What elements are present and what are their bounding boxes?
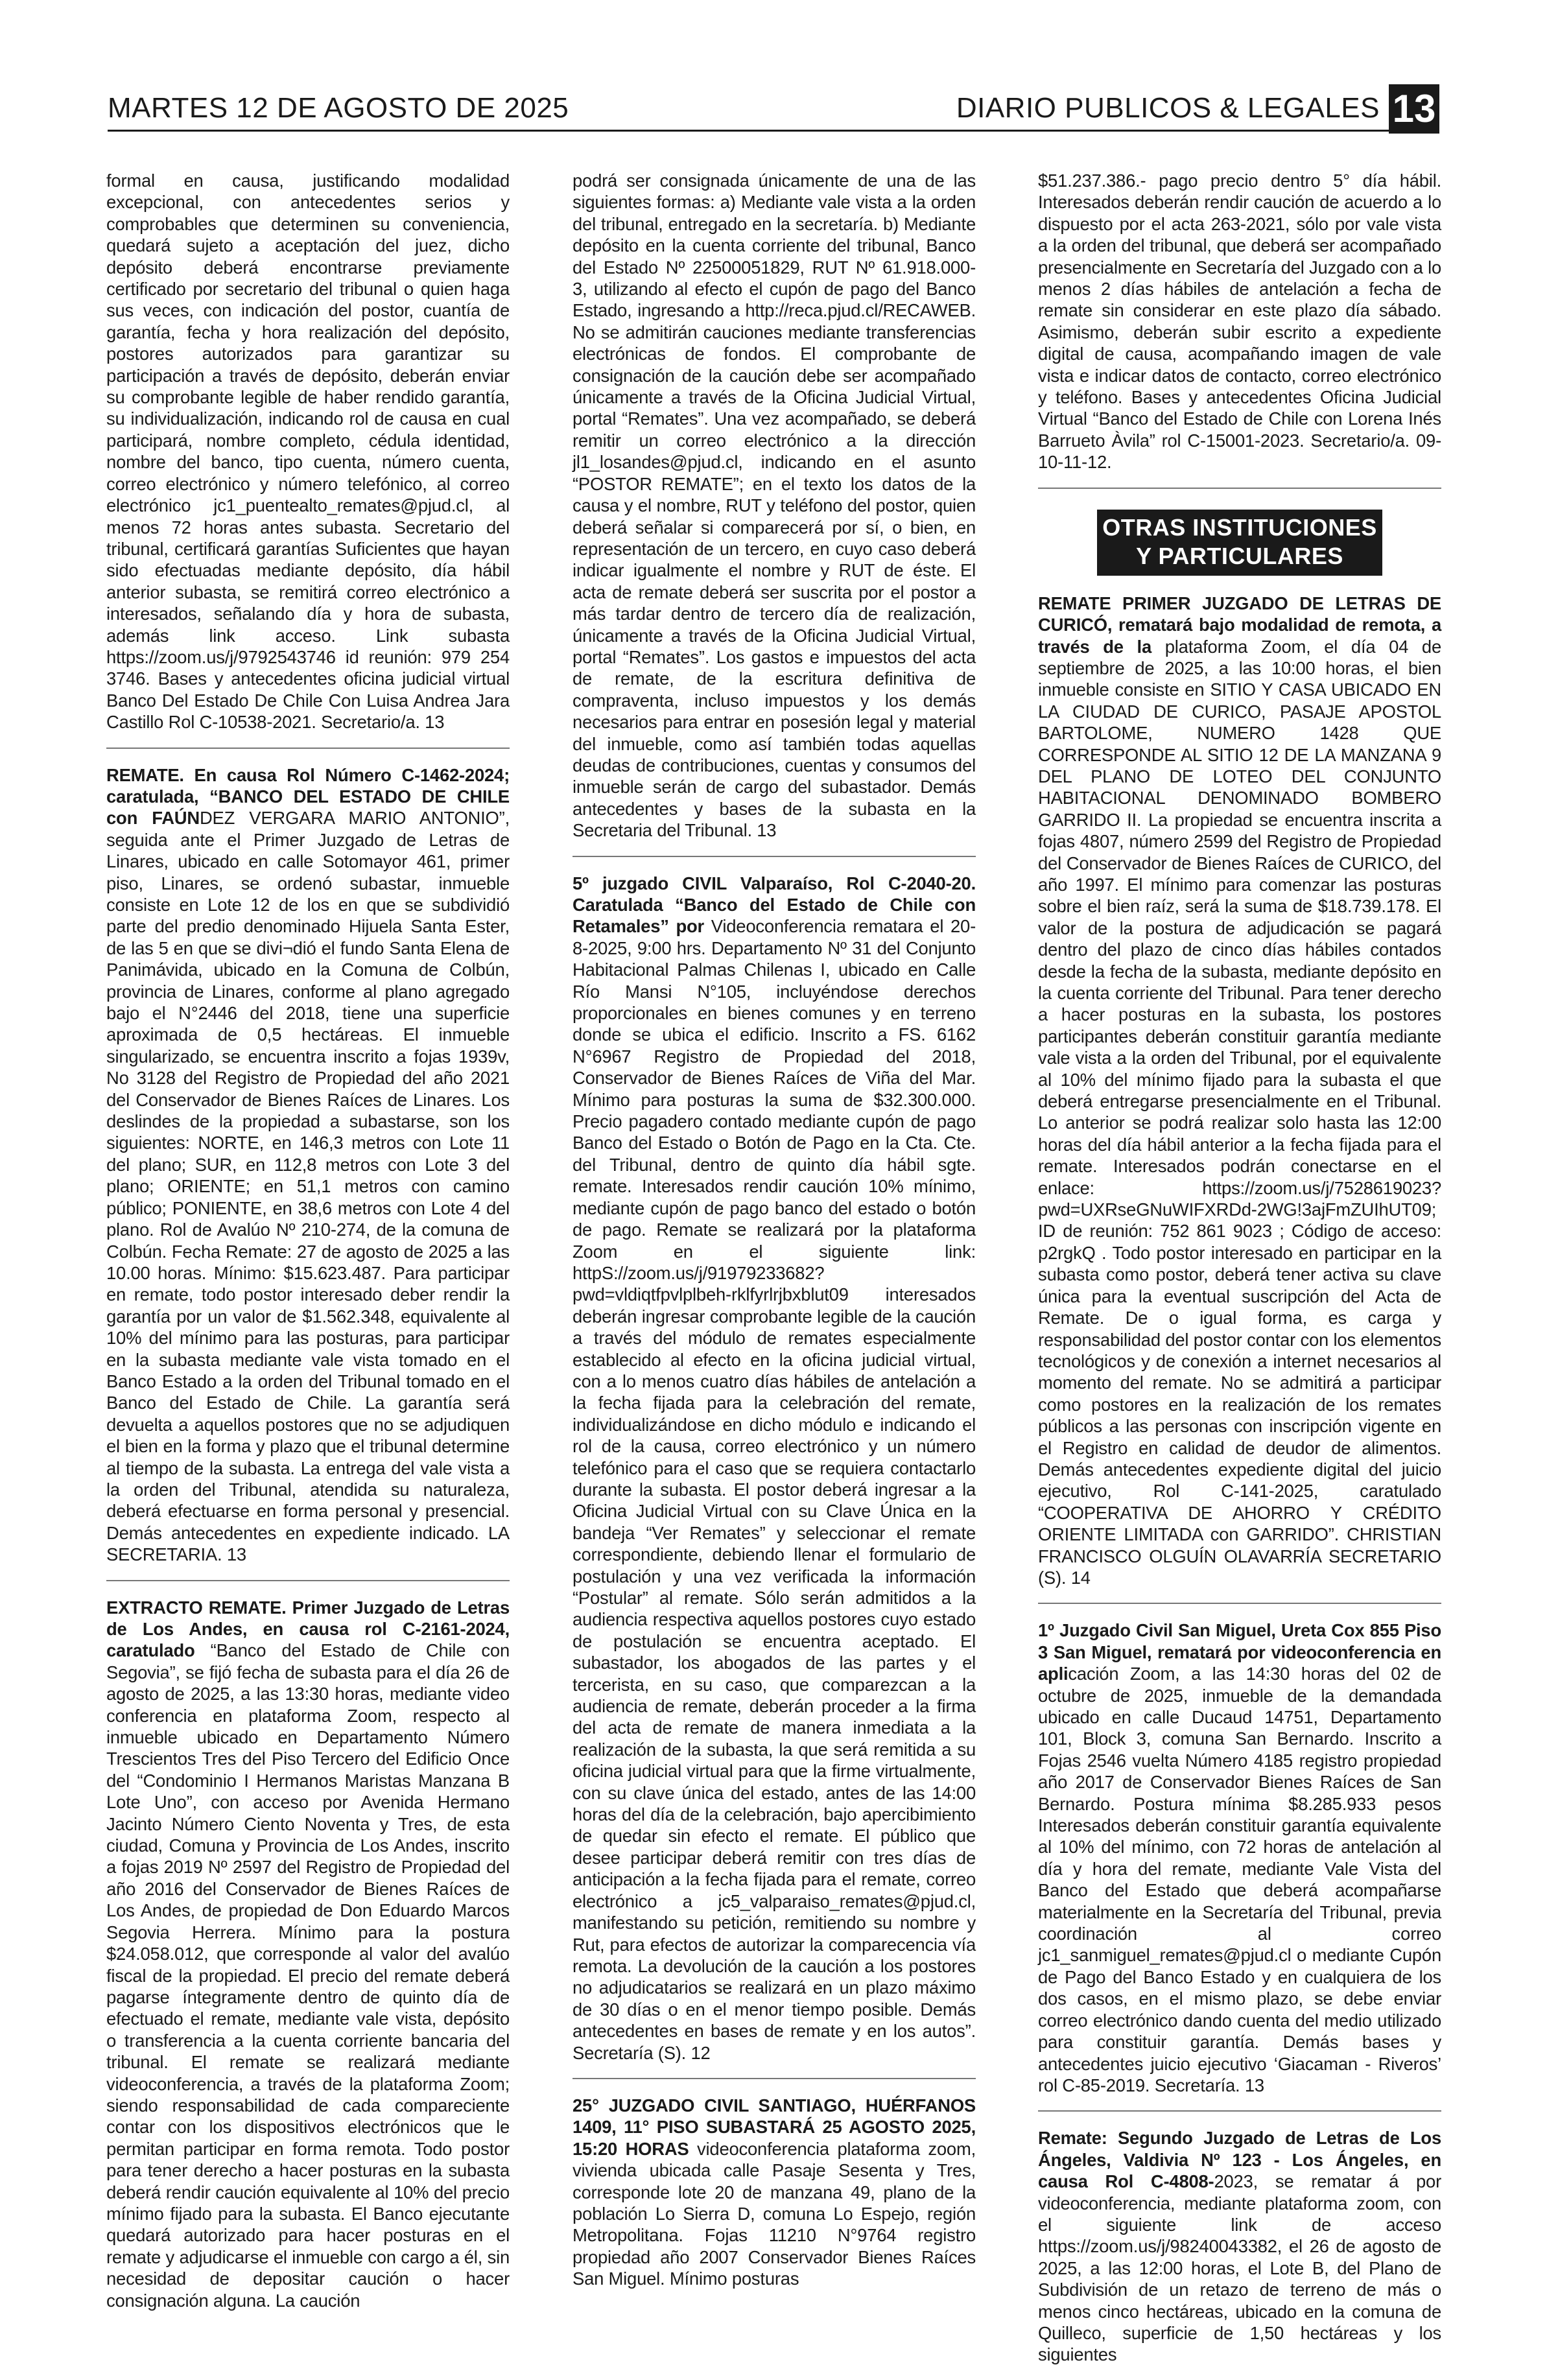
- issue-date: MARTES 12 DE AGOSTO DE 2025: [108, 92, 569, 124]
- notice-body: formal en causa, justificando modalidad excepcional, con antecedentes serios y comprobables que determinen su conveniencia, quedará sujeto a aceptación del juez, dicho depósito deberá encontrarse previamente certificado por secretario del tribunal o quien haga sus veces, con indicación del postor, cuantía de garantía, fecha y hora realización del depósito, postores autorizados para garantizar su participación a través de depósito, deberán enviar su comprobante legible de haber rendido garantía, su individualización, indicando rol de causa en cual participará, nombre completo, cédula identidad, nombre del banco, tipo cuenta, número cuenta, correo electrónico y número telefónico, al correo electrónico jc1_puentealto_remates@pjud.cl, al menos 72 horas antes subasta. Secretario del tribunal, certificará garantías Suficientes que hayan sido efectuadas mediante depósito, día hábil anterior subasta, se remitirá correo electrónico a interesados, señalando día y hora de subasta, además link acceso. Link subasta https://zoom.us/j/9792543746 id reunión: 979 254 3746. Bases y antecedentes oficina judicial virtual Banco Del Estado De Chile Con Luisa Andrea Jara Castillo Rol C-10538-2021. Secretario/a. 13: [106, 171, 510, 733]
- notice-lead: REMATE PRIMER JUZGADO DE LETRAS DE CURICÓ, rematará bajo modalidad de remota, a través de la: [1038, 593, 1441, 657]
- notice-valparaiso: [573, 873, 976, 2079]
- notice-lead: EXTRACTO REMATE. Primer Juzgado de Letras de Los Andes, en causa rol C-2161-2024, caratulado: [106, 1597, 510, 1661]
- notice-continuation: [573, 170, 976, 857]
- notice-curico: [1038, 593, 1441, 1605]
- notice-san-miguel: [1038, 1620, 1441, 2112]
- notice-body: podrá ser consignada únicamente de una de las siguientes formas: a) Mediante vale vista a la orden del tribunal, entregado en la secretaría. b) Mediante depósito en la cuenta corriente del tribunal, Banco del Estado Nº 22500051829, RUT Nº 61.918.000- 3, utilizando al efecto el cupón de pago del Banco Estado, ingresando a http://reca.pjud.cl/RECAWEB. No se admitirán cauciones mediante transferencias electrónicas de fondos. El comprobante de consignación de la caución debe ser acompañado únicamente a través de la Oficina Judicial Virtual, portal “Remates”. Una vez acompañado, se deberá remitir un correo electrónico a la dirección jl1_losandes@pjud.cl, indicando en el asunto “POSTOR REMATE”; en el texto los datos de la causa y el nombre, RUT y teléfono del postor, quien deberá señalar si comparecerá por sí, o bien, en representación de un tercero, en cuyo caso deberá indicar igualmente el nombre y RUT de éste. El acta de remate deberá ser suscrita por el postor a más tardar dentro de tercero día de realización, únicamente a través de la Oficina Judicial Virtual, portal “Remates”. Los gastos e impuestos del acta de remate, de la escritura definitiva de compraventa, incluso impuestos y los demás necesarios para entrar en posesión legal y material del inmueble, como así también todas aquellas deudas de contribuciones, cuentas y consumos del inmueble serán de cargo del subastador. Demás antecedentes y bases de la subasta en la Secretaria del Tribunal. 13: [573, 171, 976, 841]
- notice-extracto-los-andes: [106, 1597, 510, 2326]
- notice-lead: REMATE. En causa Rol Número C-1462-2024; caratulada, “BANCO DEL ESTADO DE CHILE con FAÚN: [106, 764, 510, 829]
- section-heading-line: OTRAS INSTITUCIONES: [1102, 513, 1377, 541]
- page-number: 13: [1389, 84, 1439, 134]
- notice-body: Videoconferencia rematara el 20-8-2025, 9:00 hrs. Departamento Nº 31 del Conjunto Habitacional Palmas Chilenas I, ubicado en Calle Río Mansi N°105, incluyéndose derechos proporcionales en bienes comunes y en terreno donde se ubica el edificio. Inscrito a FS. 6162 N°6967 Registro de Propiedad del 2018, Conservador de Bienes Raíces de Viña del Mar. Mínimo para posturas la suma de $32.300.000. Precio pagadero contado mediante cupón de pago Banco del Estado o Botón de Pago en la Cta. Cte. del Tribunal, dentro de quinto día hábil sgte. remate. Interesados rendir caución 10% mínimo, mediante cupón de pago banco del estado o botón de pago. Remate se realizará por la plataforma Zoom en el siguiente link: httpS://zoom.us/j/91979233682?pwd=vldiqtfpvlplbeh-rklfyrlrjbxblut09 interesados deberán ingresar comprobante legible de la caución a través del módulo de remates especialmente establecido al efecto en la oficina judicial virtual, con a lo menos cuatro días hábiles de antelación a la fecha fijada para la celebración del remate, individualizándose en dicho módulo e indicando el rol de la causa, correo electrónico y un número telefónico para el caso que se requiera contactarlo durante la subasta. El postor deberá ingresar a la Oficina Judicial Virtual con su Clave Única en la bandeja “Ver Remates” y seleccionar el remate correspondiente, debiendo llenar el formulario de postulación y una vez verificada la información “Postular” al remate. Sólo serán admitidos a la audiencia respectiva aquellos postores cuyo estado de postulación se encuentra aceptado. El subastador, los abogados de las partes y el tercerista, en su caso, que comparezcan a la audiencia de remate, deberán proceder a la firma del acta de remate de manera inmediata a la realización de la subasta, la que será remitida a su oficina judicial virtual para que la firme virtualmente, con su clave única del estado, antes de las 14:00 horas del día de la celebración, bajo apercibimiento de quedar sin efecto el remate. El público que desee participar deberá remitir con tres días de anticipación a la fecha fijada para el remate, correo electrónico a jc5_valparaiso_remates@pjud.cl, manifestando su petición, remitiendo su nombre y Rut, para efectos de autorizar la comparecencia vía remota. La devolución de la caución a los postores no adjudicatarios se realizará en un plazo máximo de 30 días o en el menor tiempo posible. Demás antecedentes en bases de remate y en los autos”. Secretaría (S). 12: [573, 916, 976, 2063]
- column-1: [106, 170, 510, 2311]
- section-heading-line: Y PARTICULARES: [1136, 542, 1343, 569]
- notice-continuation: [106, 170, 510, 749]
- notice-lead: Remate: Segundo Juzgado de Letras de Los Ángeles, Valdivia Nº 123 - Los Ángeles, en causa Rol C-4808-: [1038, 2128, 1441, 2192]
- column-2: [573, 170, 976, 2289]
- notice-body: videoconferencia plataforma zoom, vivienda ubicada calle Pasaje Sesenta y Tres, corresponde lote 20 de manzana 49, plano de la población Lo Sierra D, comuna Lo Espejo, región Metropolitana. Fojas 11210 N°9764 registro propiedad año 2007 Conservador Bienes Raíces San Miguel. Mínimo posturas: [573, 2138, 976, 2289]
- notice-lead: 5º juzgado CIVIL Valparaíso, Rol C-2040-20. Caratulada “Banco del Estado de Chile con Retamales” por: [573, 873, 976, 937]
- notice-body: cación Zoom, a las 14:30 horas del 02 de octubre de 2025, inmueble de la demandada ubicado en calle Ducaud 14751, Departamento 101, Block 3, comuna San Bernardo. Inscrito a Fojas 2546 vuelta Número 4185 registro propiedad año 2017 de Conservador Bienes Raíces de San Bernardo. Postura mínima $8.285.933 pesos Interesados deberán constituir garantía equivalente al 10% del mínimo, con 72 horas de antelación al día y hora del remate, mediante Vale Vista del Banco del Estado que deberá acompañarse materialmente en la Secretaría del Tribunal, previa coordinación al correo jc1_sanmiguel_remates@pjud.cl o mediante Cupón de Pago del Banco Estado y en cualquiera de los dos casos, en el mismo plazo, se debe enviar correo electrónico dando cuenta del medio utilizado para constituir garantía. Demás bases y antecedentes juicio ejecutivo ‘Giacaman - Riveros’ rol C-85-2019. Secretaría. 13: [1038, 1664, 1441, 2095]
- notice-los-angeles: [1038, 2127, 1441, 2379]
- notice-body: DEZ VERGARA MARIO ANTONIO”, seguida ante el Primer Juzgado de Letras de Linares, ubicado en calle Sotomayor 461, primer piso, Linares, se ordenó subastar, inmueble consiste en Lote 12 de los en que se subdividió parte del predio denominado Hijuela Santa Ester, de las 5 en que se divi¬dió el fundo Santa Elena de Panimávida, ubicado en la Comuna de Colbún, provincia de Linares, conforme al plano agregado bajo el N°2446 del 2018, tiene una superficie aproximada de 0,5 hectáreas. El inmueble singularizado, se encuentra inscrito a fojas 1939v, No 3128 del Registro de Propiedad del año 2021 del Conservador de Bienes Raíces de Linares. Los deslindes de la propiedad a subastarse, son los siguientes: NORTE, en 146,3 metros con Lote 11 del plano; SUR, en 112,8 metros con Lote 3 del plano; ORIENTE; en 51,1 metros con camino público; PONIENTE, en 38,6 metros con Lote 4 del plano. Rol de Avalúo Nº 210-274, de la comuna de Colbún. Fecha Remate: 27 de agosto de 2025 a las 10.00 horas. Mínimo: $15.623.487. Para participar en remate, todo postor interesado deber rendir la garantía por un valor de $1.562.348, equivalente al 10% del mínimo para las posturas, para participar en la subasta mediante vale vista tomado en el Banco Estado a la orden del Tribunal tomado en el Banco del Estado de Chile. La garantía será devuelta a aquellos postores que no se adjudiquen el bien en la forma y plazo que el tribunal determine al tiempo de la subasta. La entrega del vale vista a la orden del Tribunal, atendida su naturaleza, deberá efectuarse en forma personal y presencial. Demás antecedentes en expediente indicado. LA SECRETARIA. 13: [106, 808, 510, 1565]
- notice-body: 2023, se rematar á por videoconferencia, mediante plataforma zoom, con el siguiente link de acceso https://zoom.us/j/98240043382, el 26 de agosto de 2025, a las 12:00 horas, el Lote B, del Plano de Subdivisión de un retazo de terreno de más o menos cinco hectáreas, ubicado en la comuna de Quilleco, superficie de 1,50 hectáreas y los siguientes: [1038, 2171, 1441, 2365]
- notice-remate-linares: [106, 764, 510, 1581]
- notice-body: $51.237.386.- pago precio dentro 5° día hábil. Interesados deberán rendir caución de acuerdo a lo dispuesto por el acta 263-2021, sólo por vale vista a la orden del tribunal, que deberá ser acompañado presencialmente en Secretaría del Juzgado con a lo menos 2 días hábiles de antelación a fecha de remate sin considerar en este plazo día sábado. Asimismo, deberán subir escrito a expediente digital de causa, acompañando imagen de vale vista e indicar datos de contacto, correo electrónico y teléfono. Bases y antecedentes Oficina Judicial Virtual “Banco del Estado de Chile con Lorena Inés Barrueto Àvila” rol C-15001-2023. Secretario/a. 09-10-11-12.: [1038, 171, 1441, 473]
- notice-continuation: [1038, 170, 1441, 489]
- publication-name: DIARIO PUBLICOS & LEGALES: [956, 92, 1380, 124]
- section-heading: [1097, 510, 1382, 576]
- column-3: [1038, 170, 1441, 2365]
- notice-lead: 25° JUZGADO CIVIL SANTIAGO, HUÉRFANOS 1409, 11° PISO SUBASTARÁ 25 AGOSTO 2025, 15:20 HORAS: [573, 2095, 976, 2159]
- notice-santiago-25: [573, 2095, 976, 2304]
- notice-body: “Banco del Estado de Chile con Segovia”, se fijó fecha de subasta para el día 26 de agosto de 2025, a las 13:30 horas, mediante video conferencia en plataforma Zoom, respecto al inmueble ubicado en Departamento Número Trescientos Tres del Piso Tercero del Edificio Once del “Condominio I Hermanos Maristas Manzana B Lote Uno”, con acceso por Avenida Hermano Jacinto Número Ciento Noventa y Tres, de esta ciudad, Comuna y Provincia de Los Andes, inscrito a fojas 2019 Nº 2597 del Registro de Propiedad del año 2016 del Conservador de Bienes Raíces de Los Andes, de propiedad de Don Eduardo Marcos Segovia Herrera. Mínimo para la postura $24.058.012, que corresponde al valor del avalúo fiscal de la propiedad. El precio del remate deberá pagarse íntegramente dentro de quinto día de efectuado el remate, mediante vale vista, depósito o transferencia a la cuenta corriente bancaria del tribunal. El remate se realizará mediante videoconferencia, a través de la plataforma Zoom; siendo responsabilidad de cada compareciente contar con los dispositivos electrónicos que le permitan participar en forma remota. Todo postor para tener derecho a hacer posturas en la subasta deberá rendir caución equivalente al 10% del precio mínimo fijado para la subasta. El Banco ejecutante quedará autorizado para hacer posturas en el remate y adjudicarse el inmueble con cargo a él, sin necesidad de depositar caución o hacer consignación alguna. La caución: [106, 1640, 510, 2311]
- page-header: [108, 77, 1439, 132]
- notice-lead: 1º Juzgado Civil San Miguel, Ureta Cox 855 Piso 3 San Miguel, rematará por videoconferencia en apli: [1038, 1620, 1441, 1684]
- notice-body: plataforma Zoom, el día 04 de septiembre de 2025, a las 10:00 horas, el bien inmueble consiste en SITIO Y CASA UBICADO EN LA CIUDAD DE CURICO, PASAJE APOSTOL BARTOLOME, NUMERO 1428 QUE CORRESPONDE AL SITIO 12 DE LA MANZANA 9 DEL PLANO DE LOTEO DEL CONJUNTO HABITACIONAL DENOMINADO BOMBERO GARRIDO II. La propiedad se encuentra inscrita a fojas 4807, número 2599 del Registro de Propiedad del Conservador de Bienes Raíces de CURICO, del año 1997. El mínimo para comenzar las posturas sobre el bien raíz, será la suma de $18.739.178. El valor de la postura de adjudicación se pagará dentro del plazo de cinco días hábiles contados desde la fecha de la subasta, mediante depósito en la cuenta corriente del Tribunal. Para tener derecho a hacer posturas en la subasta, los postores participantes deberán constituir garantía mediante vale vista a la orden del Tribunal, por el equivalente al 10% del mínimo fijado para la subasta el que deberá entregarse presencialmente en el Tribunal. Lo anterior se podrá realizar solo hasta las 12:00 horas del día hábil anterior a la fecha fijada para el remate. Interesados podrán conectarse en el enlace: https://zoom.us/j/7528619023?pwd=UXRseGNuWIFXRDd-2WG!3ajFmZUIhUT09; ID de reunión: 752 861 9023 ; Código de acceso: p2rgkQ . Todo postor interesado en participar en la subasta como postor, deberá tener activa su clave única para la eventual suscripción del Acta de Remate. De o igual forma, es carga y responsabilidad del postor contar con los elementos tecnológicos y de conexión a internet necesarios al momento del remate. No se admitirá a participar como postores en la realización de los remates públicos a las personas con inscripción vigente en el Registro en calidad de deudor de alimentos. Demás antecedentes expediente digital del juicio ejecutivo, Rol C-141-2025, caratulado “COOPERATIVA DE AHORRO Y CRÉDITO ORIENTE LIMITADA con GARRIDO”. CHRISTIAN FRANCISCO OLGUÍN OLAVARRÍA SECRETARIO (S). 14: [1038, 636, 1441, 1588]
